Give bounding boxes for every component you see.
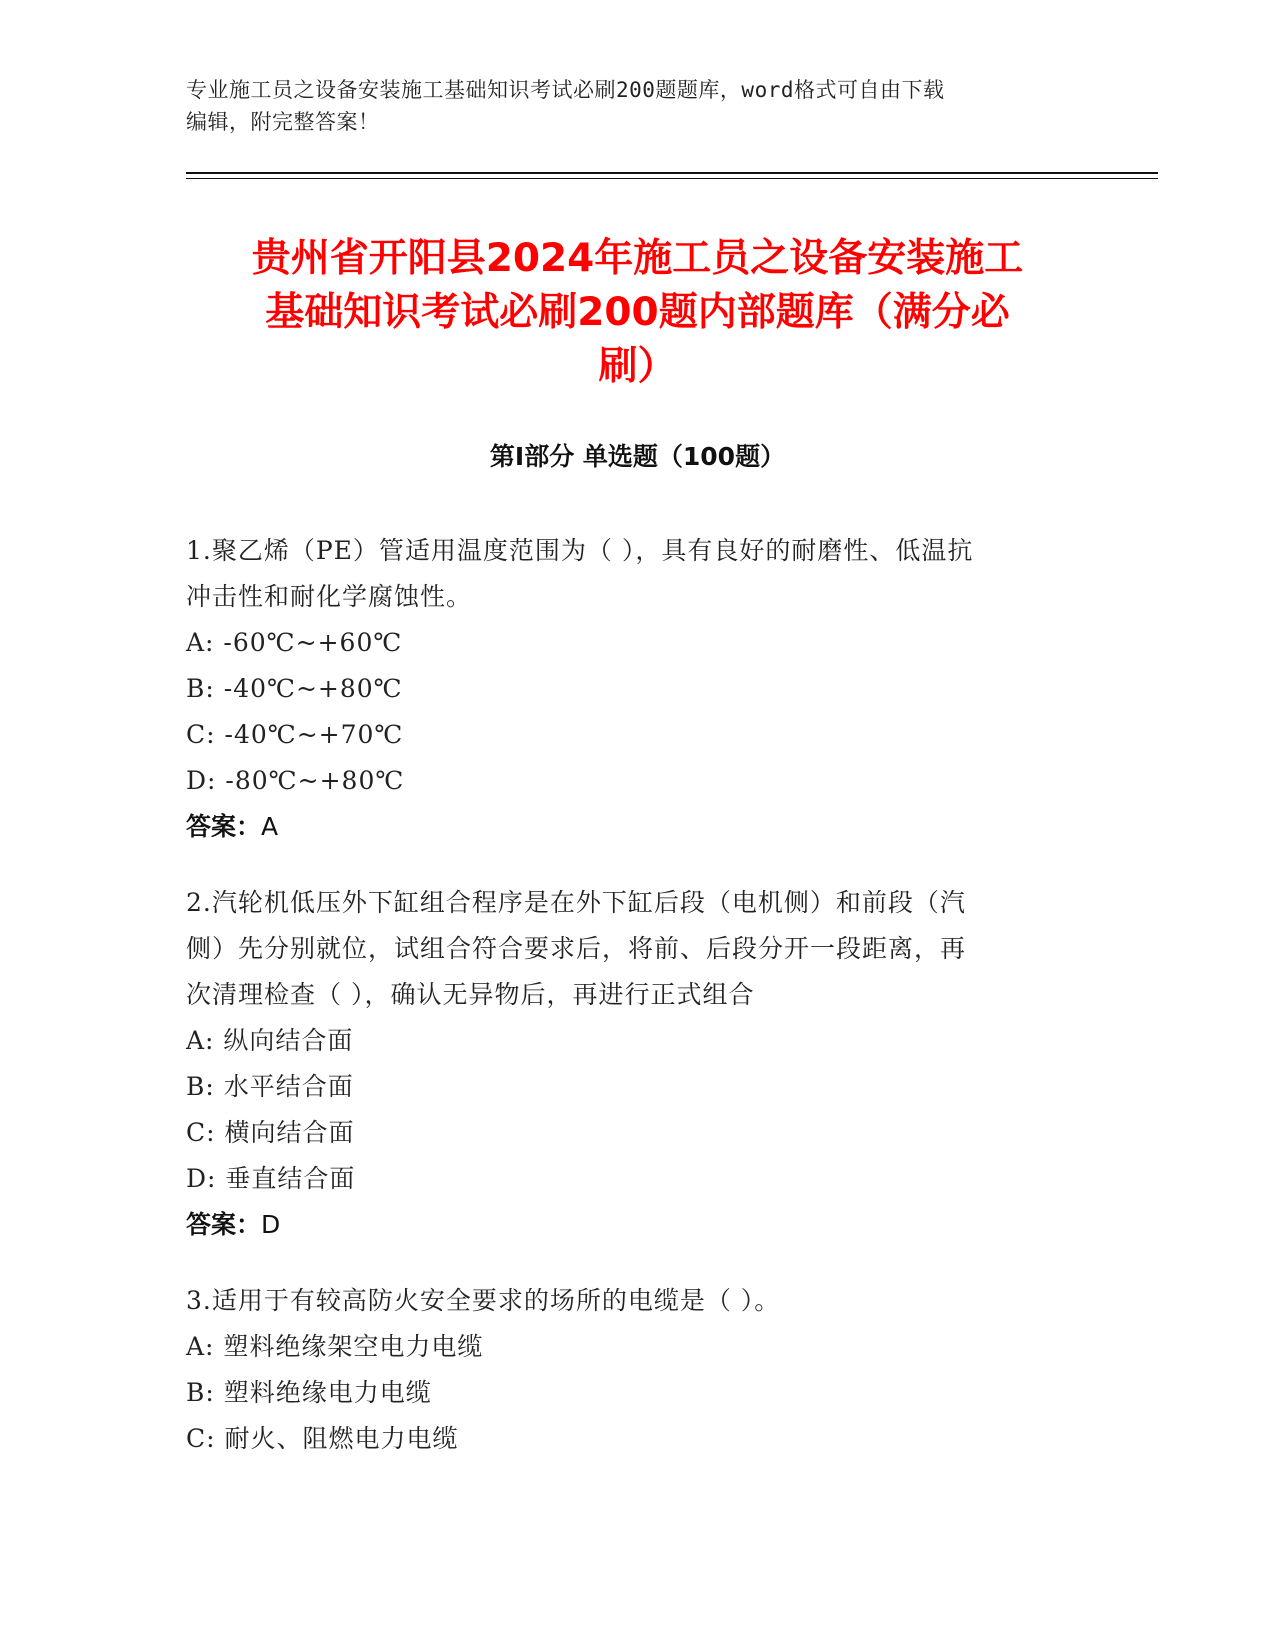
question-text-line: 次清理检查（ ），确认无异物后，再进行正式组合 (186, 980, 755, 1009)
question-2 (186, 880, 1086, 1248)
question-text-line: 侧）先分别就位，试组合符合要求后，将前、后段分开一段距离，再 (186, 934, 967, 963)
option-c: C: -40℃~+70℃ (186, 720, 404, 749)
option-a: A: 纵向结合面 (186, 1026, 354, 1055)
header-note (186, 74, 1086, 138)
document-title-line-2: 基础知识考试必刷200题内部题库（满分必 (265, 290, 1010, 335)
document-title (186, 232, 1089, 394)
document-title-line-3: 刷） (598, 344, 677, 389)
question-text-line: 冲击性和耐化学腐蚀性。 (186, 582, 473, 611)
header-note-line-2: 编辑，附完整答案！ (186, 110, 380, 134)
question-text-line: 2.汽轮机低压外下缸组合程序是在外下缸后段（电机侧）和前段（汽 (186, 888, 966, 917)
option-d: D: 垂直结合面 (186, 1164, 356, 1193)
option-b: B: -40℃~+80℃ (186, 674, 403, 703)
answer (186, 804, 1086, 850)
answer-label: 答案： (186, 1210, 262, 1239)
question-text-line: 3.适用于有较高防火安全要求的场所的电缆是（ ）。 (186, 1286, 781, 1315)
option-d: D: -80℃~+80℃ (186, 766, 405, 795)
question-3 (186, 1278, 1086, 1462)
header-note-line-1: 专业施工员之设备安装施工基础知识考试必刷200题题库，word格式可自由下载 (186, 78, 945, 102)
option-b: B: 塑料绝缘电力电缆 (186, 1378, 432, 1407)
answer-label: 答案： (186, 812, 262, 841)
answer-value: A (261, 812, 279, 841)
header-rule-thin (186, 178, 1158, 179)
section-heading: 第Ⅰ部分 单选题（100题） (489, 442, 786, 471)
option-c: C: 耐火、阻燃电力电缆 (186, 1424, 459, 1453)
answer-value: D (261, 1210, 281, 1239)
question-list (186, 528, 1086, 1492)
question-text-line: 1.聚乙烯（PE）管适用温度范围为（ ），具有良好的耐磨性、低温抗 (186, 536, 974, 565)
option-c: C: 横向结合面 (186, 1118, 355, 1147)
option-a: A: -60℃~+60℃ (186, 628, 403, 657)
header-rule-thick (186, 172, 1158, 174)
document-title-line-1: 贵州省开阳县2024年施工员之设备安装施工 (251, 236, 1024, 281)
answer (186, 1202, 1086, 1248)
option-a: A: 塑料绝缘架空电力电缆 (186, 1332, 484, 1361)
option-b: B: 水平结合面 (186, 1072, 354, 1101)
question-1 (186, 528, 1086, 850)
